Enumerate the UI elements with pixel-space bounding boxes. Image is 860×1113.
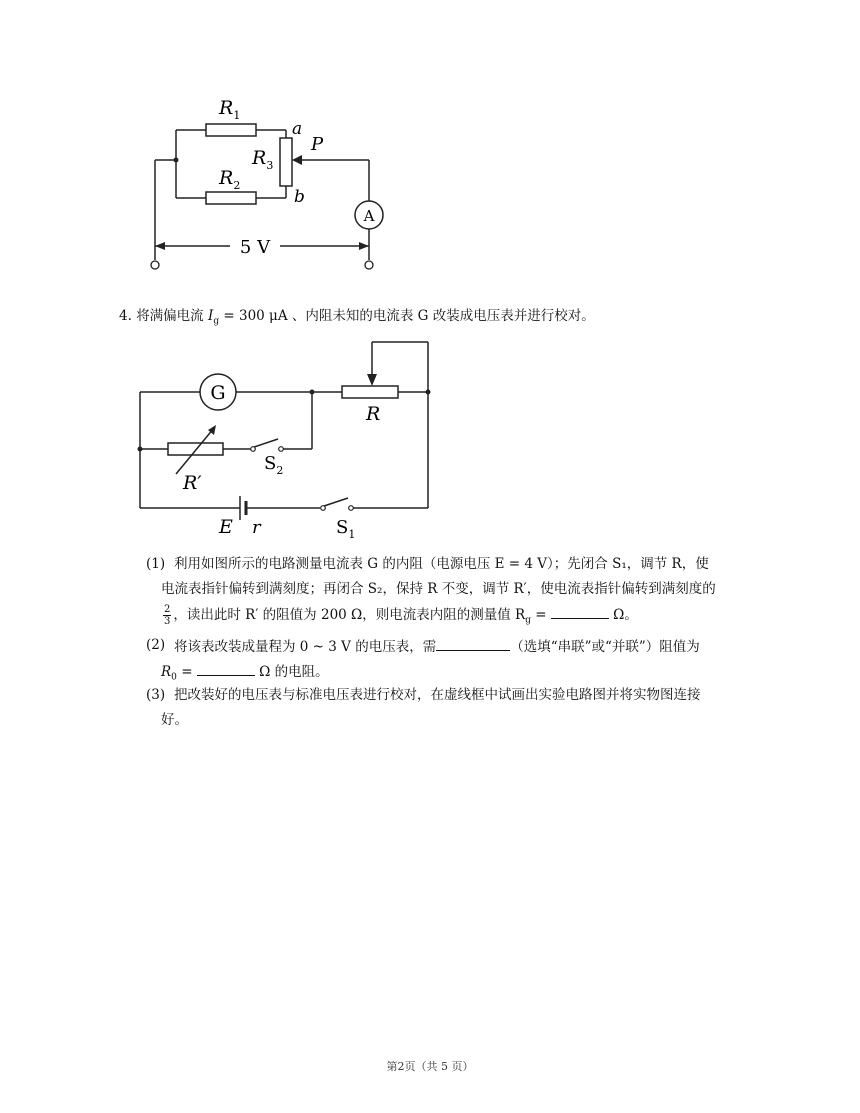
- label-r3: $R_3$: [252, 147, 274, 172]
- question-number: 4.: [119, 308, 132, 324]
- answer-blank-rg[interactable]: [551, 604, 609, 619]
- r0-equals: =: [176, 664, 193, 680]
- ig-subscript: g: [213, 316, 220, 327]
- part-2-line-2: [161, 661, 329, 687]
- page-footer: 第2页（共 5 页）: [386, 1060, 474, 1073]
- rg-equals: =: [530, 607, 547, 623]
- part-2-text-a: 将该表改装成量程为 0 ~ 3 V 的电压表，需: [174, 639, 437, 655]
- r0-symbol: R: [161, 664, 172, 680]
- question-text-after: 、内阻未知的电流表 G 改装成电压表并进行校对。: [291, 308, 595, 324]
- label-r: R: [366, 403, 381, 425]
- part-3-line-1: 把改装好的电压表与标准电压表进行校对，在虚线框中试画出实验电路图并将实物图连接: [174, 687, 701, 703]
- label-a: a: [292, 119, 303, 139]
- part-2-text-b: （选填“串联”或“并联”）阻值为: [510, 639, 700, 655]
- part-1-line-2: 电流表指针偏转到满刻度；再闭合 S₂，保持 R 不变，调节 R′，使电流表指针偏转到满刻度的: [161, 581, 716, 597]
- label-s1: $S_1$: [336, 517, 356, 541]
- part-2-line-1: [174, 636, 700, 656]
- ig-symbol: I: [207, 308, 214, 324]
- ammeter-label: A: [363, 207, 375, 225]
- question-text-before: 将满偏电流: [136, 308, 204, 324]
- rg-subscript: g: [525, 615, 531, 626]
- label-r1: $R_1$: [219, 97, 241, 122]
- label-r2: $R_2$: [219, 167, 241, 192]
- label-r-prime: R′: [183, 472, 202, 494]
- galvanometer-label: G: [210, 382, 226, 404]
- part-1-line-3: [161, 602, 638, 634]
- circuit-diagram-1: [140, 88, 390, 278]
- part-1-number: (1): [146, 556, 166, 572]
- part-1-line-1: 利用如图所示的电路测量电流表 G 的内阻（电源电压 E = 4 V）；先闭合 S₁，调节 R，使: [174, 556, 709, 572]
- label-p: P: [311, 134, 324, 155]
- answer-blank-connection[interactable]: [436, 636, 510, 651]
- question-4-text: [119, 307, 595, 331]
- rg-unit: Ω。: [608, 607, 638, 623]
- label-e: E: [219, 516, 233, 538]
- fraction-two-thirds: $\frac{2}{3}$: [164, 604, 171, 627]
- label-b: b: [294, 187, 305, 207]
- part-2-text-c: Ω 的电阻。: [254, 664, 329, 680]
- ig-value: = 300 μA: [219, 308, 288, 324]
- answer-blank-r0[interactable]: [197, 661, 255, 676]
- part-3-number: (3): [146, 687, 166, 703]
- part-2-number: (2): [146, 637, 166, 653]
- part-1-line-3-text: ，读出此时 R′ 的阻值为 200 Ω，则电流表内阻的测量值 R: [173, 607, 526, 623]
- label-r-internal: r: [252, 517, 261, 538]
- part-3-line-2: 好。: [161, 712, 188, 728]
- r0-subscript: 0: [171, 672, 177, 683]
- label-s2: $S_2$: [264, 453, 284, 477]
- voltage-label: 5 V: [239, 237, 271, 258]
- circuit-diagram-2: [130, 336, 450, 541]
